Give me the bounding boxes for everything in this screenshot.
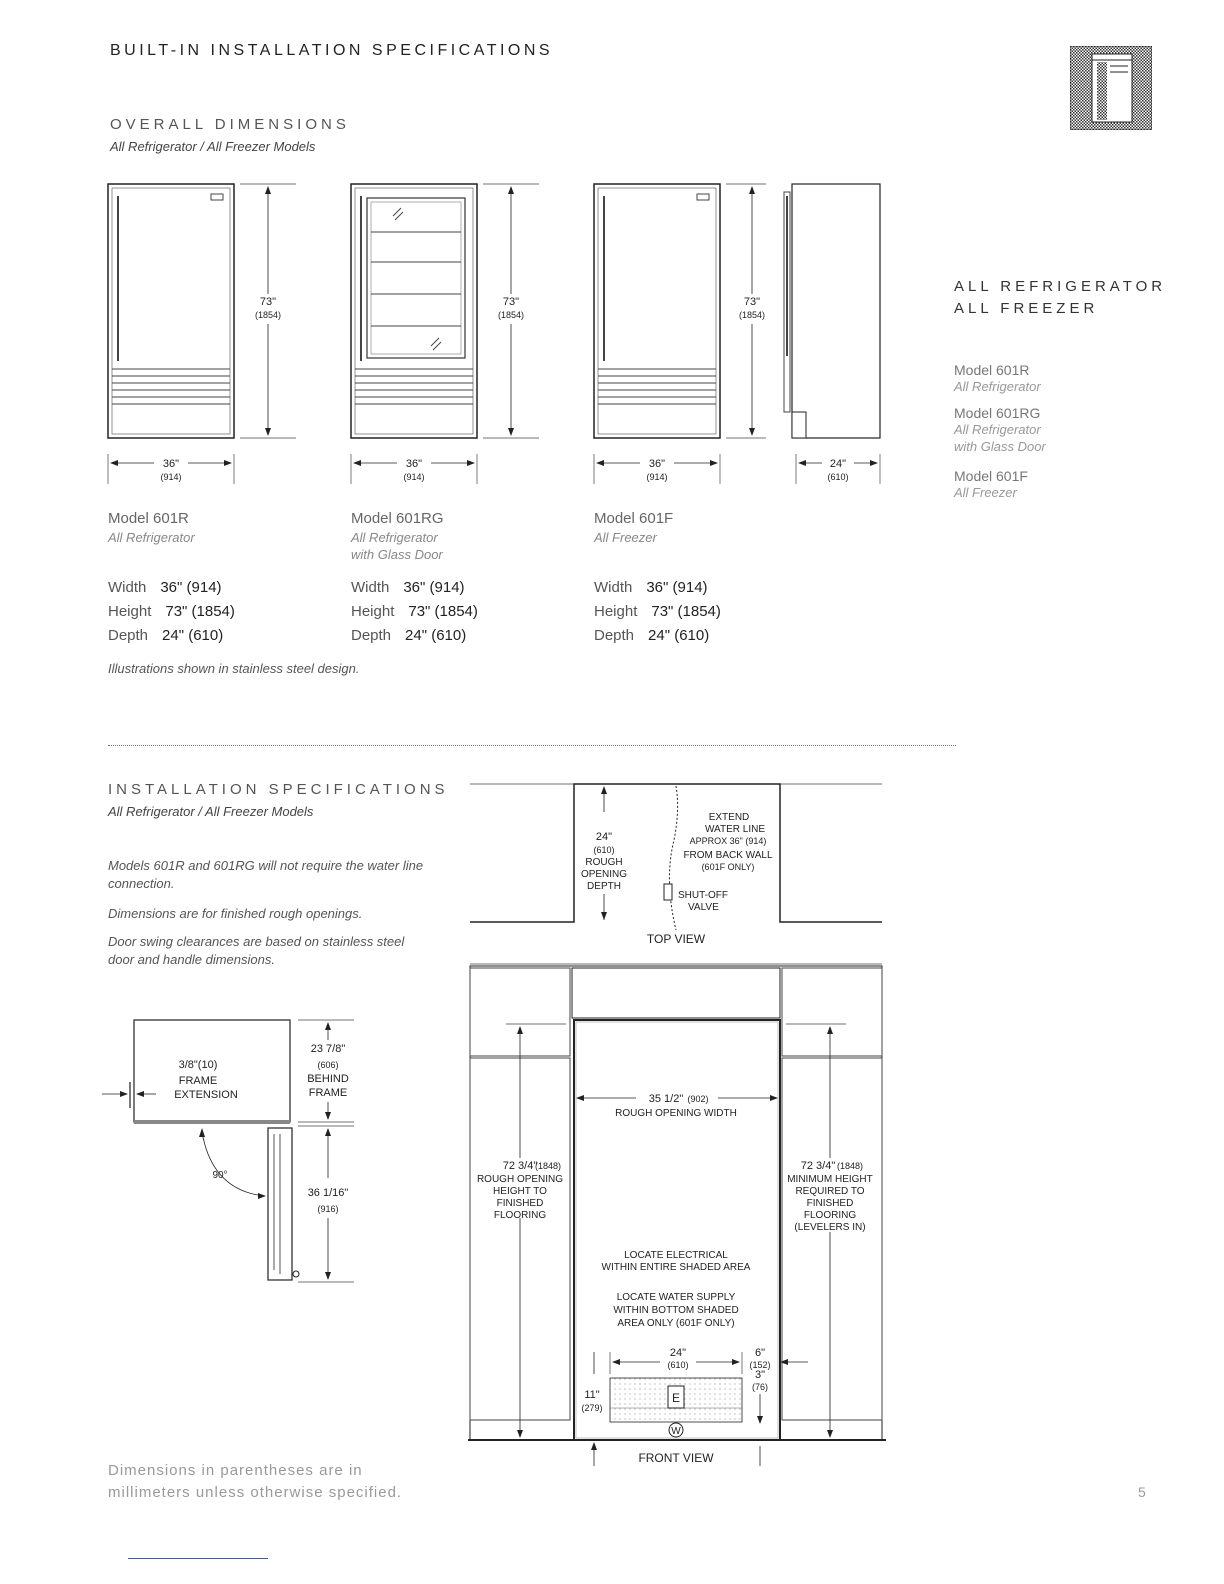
width-value: 36" (914) — [160, 579, 222, 596]
model-name: Model 601RG — [351, 510, 444, 527]
top-view-caption: TOP VIEW — [646, 932, 706, 946]
width-label: 36" — [405, 458, 423, 470]
water-line-note: FROM BACK WALL — [683, 850, 773, 861]
install-spec-subtitle: All Refrigerator / All Freezer Models — [108, 804, 314, 819]
diagram-601rg — [343, 176, 543, 488]
water-supply-note: WITHIN BOTTOM SHADED — [613, 1305, 739, 1316]
left-height-label: ROUGH OPENING — [476, 1174, 564, 1185]
rough-depth-mm: (610) — [593, 845, 615, 855]
electrical-outlet-label: E — [671, 1391, 681, 1405]
height-label: Height — [108, 603, 152, 620]
electrical-note: LOCATE ELECTRICAL — [624, 1250, 728, 1261]
width-label: Width — [351, 579, 390, 596]
height-label: 73" — [502, 296, 520, 308]
page-number: 5 — [1138, 1484, 1146, 1500]
height-mm: (1854) — [254, 310, 282, 320]
model-desc: with Glass Door — [351, 547, 443, 562]
right-height-label: MINIMUM HEIGHT — [787, 1174, 873, 1185]
height-value: 73" (1854) — [165, 603, 235, 620]
model-spec-601r — [108, 510, 328, 648]
behind-frame-value: 23 7/8" — [310, 1043, 346, 1055]
install-note: Dimensions are for finished rough openings. — [108, 906, 363, 921]
water-line-note: EXTEND — [708, 812, 750, 823]
height-label: 73" — [259, 296, 277, 308]
right-height-label: FLOORING — [803, 1210, 857, 1221]
water-supply-label: W — [671, 1426, 681, 1437]
width-label: Width — [108, 579, 147, 596]
section-divider — [108, 745, 956, 746]
side-panel — [954, 276, 1184, 501]
width-value: 36" (914) — [646, 579, 708, 596]
water-supply-note: AREA ONLY (601F ONLY) — [617, 1318, 735, 1329]
install-spec-title: INSTALLATION SPECIFICATIONS — [108, 781, 449, 798]
supply-height-value: 11" — [584, 1389, 600, 1401]
width-mm: (914) — [403, 472, 425, 482]
width-label: Width — [594, 579, 633, 596]
side-model-desc: with Glass Door — [954, 439, 1046, 454]
rough-depth-label: DEPTH — [587, 881, 621, 892]
frame-ext-label: EXTENSION — [174, 1089, 238, 1101]
depth-value: 24" (610) — [648, 627, 710, 644]
install-note: Models 601R and 601RG will not require the water line connection. — [108, 858, 424, 891]
footer-note-line: millimeters unless otherwise specified. — [108, 1484, 403, 1501]
rough-width-mm: (902) — [687, 1094, 709, 1104]
supply-top-value: 3" — [754, 1369, 766, 1381]
height-mm: (1854) — [497, 310, 525, 320]
install-note: Door swing clearances are based on stainless steel door and handle dimensions. — [108, 934, 405, 967]
rough-width-value: 35 1/2" — [648, 1093, 684, 1105]
depth-value: 24" (610) — [405, 627, 467, 644]
width-mm: (914) — [646, 472, 668, 482]
supply-top-mm: (76) — [751, 1382, 769, 1392]
behind-frame-label: BEHIND — [307, 1073, 349, 1085]
footer-note — [108, 1460, 402, 1504]
model-spec-601f — [594, 510, 814, 648]
overall-dimensions-title: OVERALL DIMENSIONS — [110, 116, 350, 133]
footer-note-line: Dimensions in parentheses are in — [108, 1462, 363, 1479]
side-model-desc: All Refrigerator — [954, 379, 1041, 394]
frame-ext-value: 3/8"(10) — [178, 1059, 218, 1071]
behind-frame-label: FRAME — [308, 1087, 348, 1099]
model-name: Model 601R — [108, 510, 189, 527]
left-height-value: 72 3/4" — [502, 1160, 538, 1172]
depth-value: 24" (610) — [162, 627, 224, 644]
right-height-label: (LEVELERS IN) — [794, 1222, 866, 1233]
model-spec-601rg — [351, 510, 571, 648]
left-height-label: FLOORING — [493, 1210, 547, 1221]
side-model-name: Model 601F — [954, 468, 1028, 484]
width-value: 36" (914) — [403, 579, 465, 596]
door-depth-value: 36 1/16" — [307, 1187, 349, 1199]
width-mm: (914) — [160, 472, 182, 482]
supply-width-mm: (610) — [667, 1360, 689, 1370]
side-model-name: Model 601RG — [954, 405, 1041, 421]
width-label: 36" — [648, 458, 666, 470]
side-offset-value: 6" — [754, 1347, 766, 1359]
right-height-value: 72 3/4" — [800, 1160, 836, 1172]
right-height-label: FINISHED — [806, 1198, 854, 1209]
supply-width-value: 24" — [669, 1347, 687, 1359]
model-desc: All Refrigerator — [108, 530, 195, 545]
depth-label: 24" — [829, 458, 847, 470]
left-height-label: FINISHED — [496, 1198, 544, 1209]
page-title: BUILT-IN INSTALLATION SPECIFICATIONS — [110, 42, 554, 59]
height-label: Height — [351, 603, 395, 620]
overall-dimensions-subtitle: All Refrigerator / All Freezer Models — [110, 139, 316, 154]
height-value: 73" (1854) — [408, 603, 478, 620]
shutoff-valve-label: VALVE — [688, 902, 719, 913]
swing-angle: 90° — [212, 1170, 228, 1181]
depth-label: Depth — [351, 627, 392, 644]
behind-frame-mm: (606) — [317, 1060, 339, 1070]
front-view-diagram — [468, 962, 886, 1472]
left-height-label: HEIGHT TO — [493, 1186, 547, 1197]
height-value: 73" (1854) — [651, 603, 721, 620]
depth-label: Depth — [594, 627, 635, 644]
diagram-601f — [586, 176, 886, 488]
diagram-601r — [100, 176, 300, 488]
left-height-mm: (1848) — [534, 1161, 562, 1171]
model-name: Model 601F — [594, 510, 674, 527]
height-mm: (1854) — [738, 310, 766, 320]
height-label: Height — [594, 603, 638, 620]
rough-depth-label: ROUGH — [585, 857, 623, 868]
water-line-note: WATER LINE — [704, 824, 766, 835]
model-desc: All Freezer — [594, 530, 657, 545]
water-line-note: (601F ONLY) — [701, 862, 755, 872]
frame-ext-label: FRAME — [178, 1075, 218, 1087]
right-height-mm: (1848) — [836, 1161, 864, 1171]
rough-depth-label: OPENING — [580, 869, 628, 880]
model-desc: All Refrigerator — [351, 530, 438, 545]
shutoff-valve-label: SHUT-OFF — [678, 890, 728, 901]
width-label: 36" — [162, 458, 180, 470]
depth-label: Depth — [108, 627, 149, 644]
side-model-desc: All Refrigerator — [954, 422, 1041, 437]
side-offset-mm: (152) — [749, 1360, 771, 1370]
electrical-note: WITHIN ENTIRE SHADED AREA — [601, 1262, 751, 1273]
rough-width-label: ROUGH OPENING WIDTH — [615, 1108, 737, 1119]
footer-rule — [128, 1558, 268, 1559]
top-view-diagram — [468, 780, 886, 952]
depth-mm: (610) — [827, 472, 849, 482]
water-line-note: APPROX 36" (914) — [689, 836, 767, 846]
side-title-line: ALL FREEZER — [954, 300, 1099, 317]
brand-logo — [1070, 46, 1152, 130]
height-label: 73" — [743, 296, 761, 308]
water-supply-note: LOCATE WATER SUPPLY — [616, 1292, 736, 1303]
supply-height-mm: (279) — [581, 1403, 603, 1413]
front-view-caption: FRONT VIEW — [638, 1451, 714, 1465]
rough-depth-value: 24" — [595, 831, 613, 843]
side-model-desc: All Freezer — [954, 485, 1017, 500]
side-title-line: ALL REFRIGERATOR — [954, 278, 1167, 295]
right-height-label: REQUIRED TO — [795, 1186, 865, 1197]
door-swing-diagram — [100, 1010, 370, 1300]
side-model-name: Model 601R — [954, 362, 1030, 378]
door-depth-mm: (916) — [317, 1204, 339, 1214]
illustration-note: Illustrations shown in stainless steel design. — [108, 661, 360, 676]
